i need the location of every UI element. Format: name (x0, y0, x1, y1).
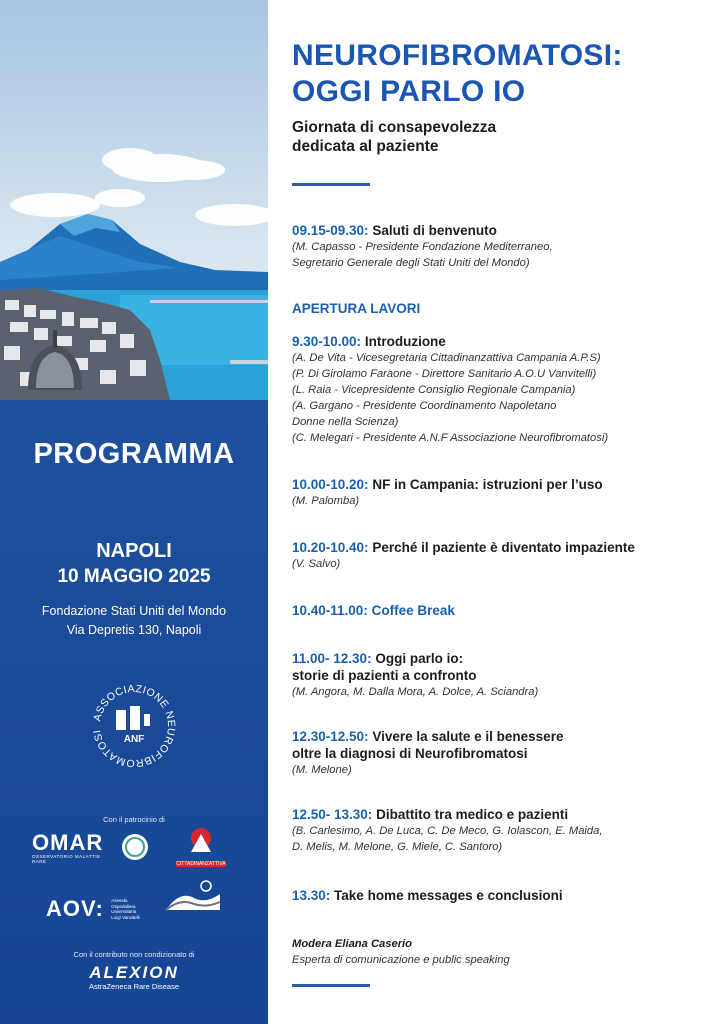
subtitle-line-1: Giornata di consapevolezza (292, 119, 497, 136)
naples-vesuvius-illustration (0, 0, 268, 400)
moderator-name: Modera Eliana Caserio (292, 938, 412, 950)
moderator-role: Esperta di comunicazione e public speaking (292, 954, 510, 966)
svg-text:ANF: ANF (123, 734, 145, 745)
program-item: 10.00-10.20: NF in Campania: istruzioni per l’uso (M. Palomba) (292, 477, 603, 507)
section-apertura-lavori: APERTURA LAVORI (292, 301, 421, 316)
omar-logo: OMAR OSSERVATORIO MALATTIE RARE (32, 830, 104, 864)
cittadinanzattiva-icon (176, 826, 226, 856)
aov-logo: AOV: Azienda Ospedaliera Universitaria Luigi Vanvitelli (46, 896, 140, 921)
program-panel (268, 0, 724, 1024)
venue-address: Via Depretis 130, Napoli (66, 623, 202, 637)
cittadinanzattiva-logo: CITTADINANZATTIVA (176, 826, 226, 866)
alleanza-malattie-rare-logo (120, 832, 150, 862)
left-panel (0, 0, 268, 1024)
title-line-1: NEUROFIBROMATOSI: (292, 39, 623, 72)
program-item: 12.50- 13.30: Dibattito tra medico e pazienti (B. Carlesimo, A. De Luca, C. De Meco, G. Iolascon, E. Maida, D. Melis, M. Melone, G. Miele, C. Santoro) (292, 807, 603, 853)
program-item-coffee-break: 10.40-11.00: Coffee Break (292, 603, 455, 618)
patrocinio-label: Con il patrocinio di (103, 815, 165, 824)
partner-logo-map (160, 876, 226, 920)
poster-title (292, 38, 712, 110)
program-item: 09.15-09.30: Saluti di benvenuto (M. Capasso - Presidente Fondazione Mediterraneo, Segretario Generale degli Stati Uniti del Mondo) (292, 223, 553, 269)
poster-subtitle (292, 118, 692, 156)
program-item: 9.30-10.00: Introduzione (A. De Vita - Vicesegretaria Cittadinanzattiva Campania A.P.S) (P. Di Girolamo Faraone - Direttore Sanitario A.O.U Vanvitelli) (L. Raia - Vicepresidente Consiglio Regionale Campania) (A. Gargano - Presidente Coordinamento Napoletano Donne nella Scienza) (C. Melegari - Presidente A.N.F Associazione Neurofibromatosi) (292, 334, 609, 444)
venue-name: Fondazione Stati Uniti del Mondo (41, 604, 227, 618)
anf-logo (88, 680, 180, 772)
event-city: NAPOLI (96, 540, 172, 562)
bottom-divider (292, 984, 370, 987)
programma-heading: PROGRAMMA (33, 438, 235, 470)
event-venue (0, 602, 268, 640)
contributo-label: Con il contributo non condizionato di (73, 950, 195, 959)
svg-text:ASSOCIAZIONE NEUROFIBROMATOSI: ASSOCIAZIONE NEUROFIBROMATOSI (91, 682, 178, 770)
top-divider (292, 183, 370, 186)
program-item: 11.00- 12.30: Oggi parlo io: storie di pazienti a confronto (M. Angora, M. Dalla Mora, A. Dolce, A. Sciandra) (292, 651, 539, 698)
program-item: 10.20-10.40: Perché il paziente è diventato impaziente (V. Salvo) (292, 540, 635, 570)
event-date: 10 MAGGIO 2025 (57, 566, 211, 587)
program-item: 13.30: Take home messages e conclusioni (292, 888, 563, 903)
program-item: 12.30-12.50: Vivere la salute e il benessere oltre la diagnosi di Neurofibromatosi (M. Melone) (292, 729, 564, 776)
moderator-block (292, 936, 717, 968)
title-line-2: OGGI PARLO IO (292, 75, 526, 108)
subtitle-line-2: dedicata al paziente (292, 138, 439, 155)
alexion-logo: ALEXION AstraZeneca Rare Disease (88, 963, 180, 991)
